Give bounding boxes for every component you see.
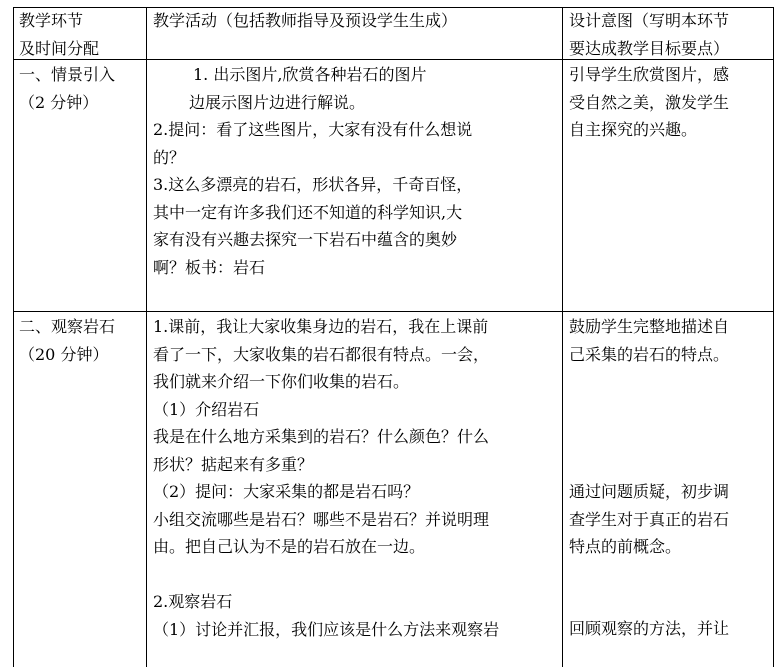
column-divider-4 [773,7,774,667]
row2-intent-b: 通过问题质疑，初步调 查学生对于真正的岩石 特点的前概念。 [569,482,730,556]
row2-stage: 二、观察岩石 （20 分钟） [19,317,116,364]
header-activity: 教学活动（包括教师指导及预设学生生成） [153,11,458,30]
row2-activity: 1.课前，我让大家收集身边的岩石，我在上课前 看了一下，大家收集的岩石都很有特点。一会， 我们就来介绍一下你们收集的岩石。 （1）介绍岩石 我是在什么地方采集到的岩石？什么颜色？什么 形状？掂起来有多重？ （2）提问：大家采集的都是岩石吗？ 小组交流哪些是岩石？哪些不是岩石？并说明理 由。把自己认为不是的岩石放在一边。 2.观察岩石 （1）讨论并汇报，我们应该是什么方法来观察岩 [153,317,500,639]
row1-stage: 一、情景引入 （2 分钟） [19,65,116,112]
row2-intent-c: 回顾观察的方法，并让 [569,619,730,638]
lesson-plan-table [13,7,774,667]
row-divider-2 [13,311,774,312]
row2-intent-a: 鼓励学生完整地描述自 己采集的岩石的特点。 [569,317,730,364]
row1-activity: 1. 出示图片,欣赏各种岩石的图片 边展示图片边进行解说。 2.提问：看了这些图片，大家有没有什么想说 的？ 3.这么多漂亮的岩石，形状各异，千奇百怪， 其中一定有许多我们还不知道的科学知识,大 家有没有兴趣去探究一下岩石中蕴含的奥妙 啊？板书：岩石 [153,65,473,277]
column-divider-1 [13,7,14,667]
row1-intent: 引导学生欣赏图片，感 受自然之美，激发学生 自主探究的兴趣。 [569,65,730,139]
column-divider-2 [146,7,147,667]
header-stage: 教学环节 及时间分配 [19,11,100,58]
header-intent: 设计意图（写明本环节 要达成教学目标要点） [569,11,730,58]
column-divider-3 [562,7,563,667]
